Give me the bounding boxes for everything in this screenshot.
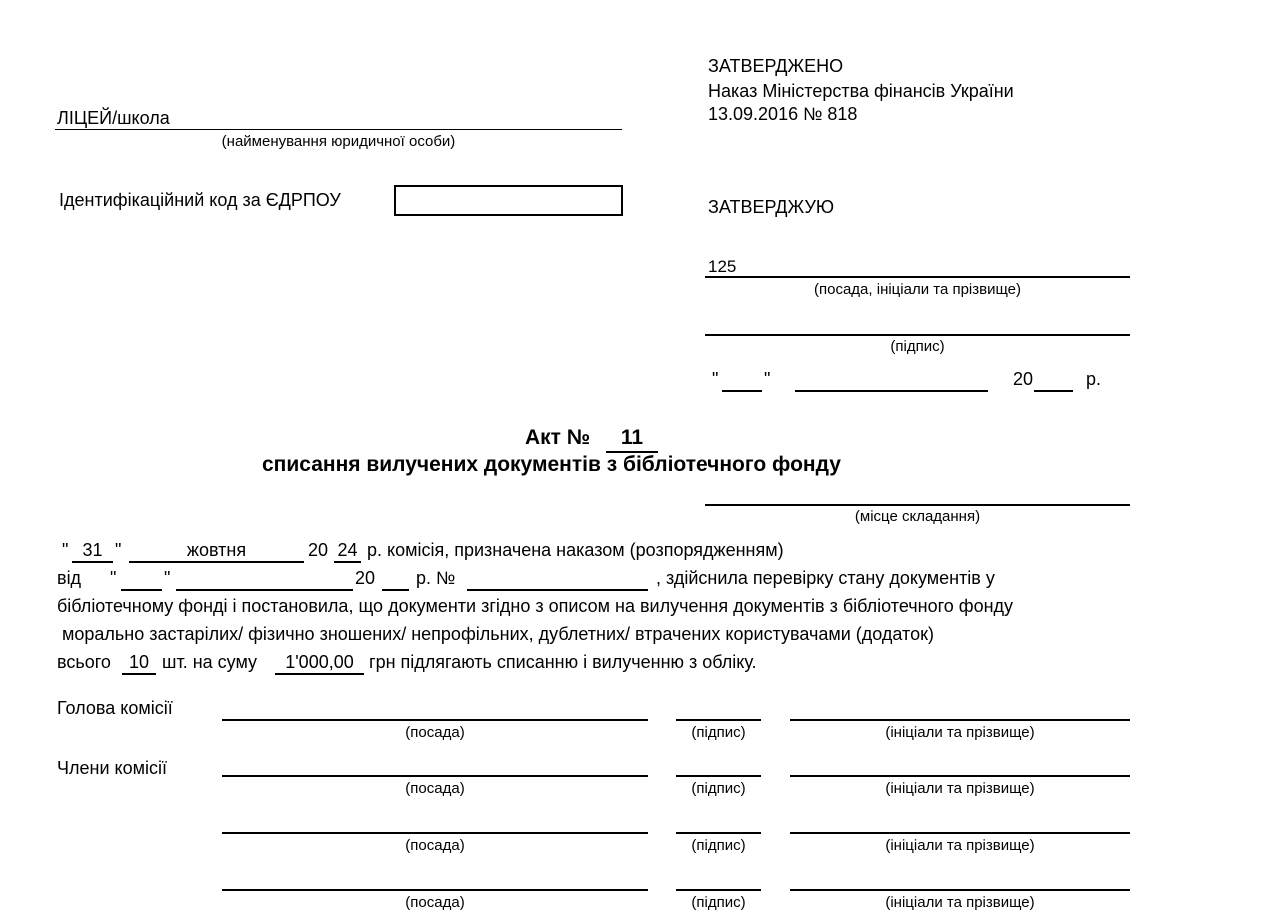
member1-name-caption: (ініціали та прізвище) [885,780,1035,797]
member2-position-caption: (посада) [405,837,465,854]
body-total-label: всього [57,652,111,672]
body-line3: бібліотечному фонді і постановила, що документи згідно з описом на вилучення документів з бібліотечного фонду [57,596,1014,616]
body-quote-4: " [164,568,171,588]
member2-name-line[interactable] [790,832,1130,834]
approve-date-year-suffix: р. [1086,369,1102,389]
member2-signature-caption: (підпис) [691,837,746,854]
head-position-line[interactable] [222,719,648,721]
act-number: 11 [606,425,658,453]
member2-name-caption: (ініціали та прізвище) [885,837,1035,854]
approver-position-line[interactable] [705,276,1130,278]
approver-signature-caption: (підпис) [890,338,945,355]
body-line2-rest: , здійснила перевірку стану документів у [656,568,995,588]
approve-date-year-line[interactable] [1034,390,1073,392]
organization-name-caption: (найменування юридичної особи) [221,133,456,150]
member1-name-line[interactable] [790,775,1130,777]
member1-signature-caption: (підпис) [691,780,746,797]
place-line[interactable] [705,504,1130,506]
act-title-prefix: Акт № [525,426,591,449]
body-day: 31 [72,539,113,563]
edrpou-field[interactable] [394,185,623,216]
head-signature-caption: (підпис) [691,724,746,741]
body-year: 24 [334,539,361,563]
approve-date-quote-close: " [764,369,771,389]
approver-signature-line[interactable] [705,334,1130,336]
approve-date-quote-open: " [712,369,719,389]
body-number-label: р. № [416,568,456,588]
body-from-label: від [57,568,82,588]
member3-signature-line[interactable] [676,889,761,891]
head-position-caption: (посада) [405,724,465,741]
body-line5-rest: грн підлягають списанню і вилученню з обліку. [369,652,757,672]
approved-order-line: Наказ Міністерства фінансів України [708,81,1014,101]
approver-position-value: 125 [708,257,737,276]
organization-name-line [55,129,622,130]
approved-title: ЗАТВЕРДЖЕНО [708,56,844,76]
approve-date-day-line[interactable] [722,390,762,392]
member3-name-line[interactable] [790,889,1130,891]
approver-position-caption: (посада, ініціали та прізвище) [814,281,1021,298]
approve-title: ЗАТВЕРДЖУЮ [708,197,835,217]
head-signature-line[interactable] [676,719,761,721]
member1-position-line[interactable] [222,775,648,777]
body-quote-2: " [115,540,122,560]
commission-head-label: Голова комісії [57,698,173,718]
member3-position-line[interactable] [222,889,648,891]
body-pcs-label: шт. на суму [162,652,258,672]
order-number-line[interactable] [467,589,648,591]
member3-signature-caption: (підпис) [691,894,746,911]
head-name-line[interactable] [790,719,1130,721]
member1-position-caption: (посада) [405,780,465,797]
approved-date-line: 13.09.2016 № 818 [708,104,858,124]
member3-position-caption: (посада) [405,894,465,911]
body-quote-3: " [110,568,117,588]
body-line1-rest: р. комісія, призначена наказом (розпорядженням) [367,540,784,560]
order-year-line[interactable] [382,589,409,591]
approve-date-month-line[interactable] [795,390,988,392]
order-day-line[interactable] [121,589,162,591]
body-quote-1: " [62,540,69,560]
body-year2-prefix: 20 [355,568,376,588]
head-name-caption: (ініціали та прізвище) [885,724,1035,741]
body-line4: морально застарілих/ фізично зношених/ непрофільних, дублетних/ втрачених користувачами (додаток) [62,624,934,644]
organization-name: ЛІЦЕЙ/школа [57,108,170,128]
approve-date-year-prefix: 20 [1013,369,1034,389]
body-total-count: 10 [122,651,156,675]
member2-position-line[interactable] [222,832,648,834]
member2-signature-line[interactable] [676,832,761,834]
commission-members-label: Члени комісії [57,758,167,778]
place-caption: (місце складання) [854,508,981,525]
member1-signature-line[interactable] [676,775,761,777]
body-month: жовтня [129,539,304,563]
member3-name-caption: (ініціали та прізвище) [885,894,1035,911]
body-year-prefix: 20 [308,540,329,560]
order-month-line[interactable] [176,589,353,591]
edrpou-label: Ідентифікаційний код за ЄДРПОУ [59,190,341,210]
act-subtitle: списання вилучених документів з бібліотечного фонду [262,453,841,476]
body-total-sum: 1'000,00 [275,651,364,675]
